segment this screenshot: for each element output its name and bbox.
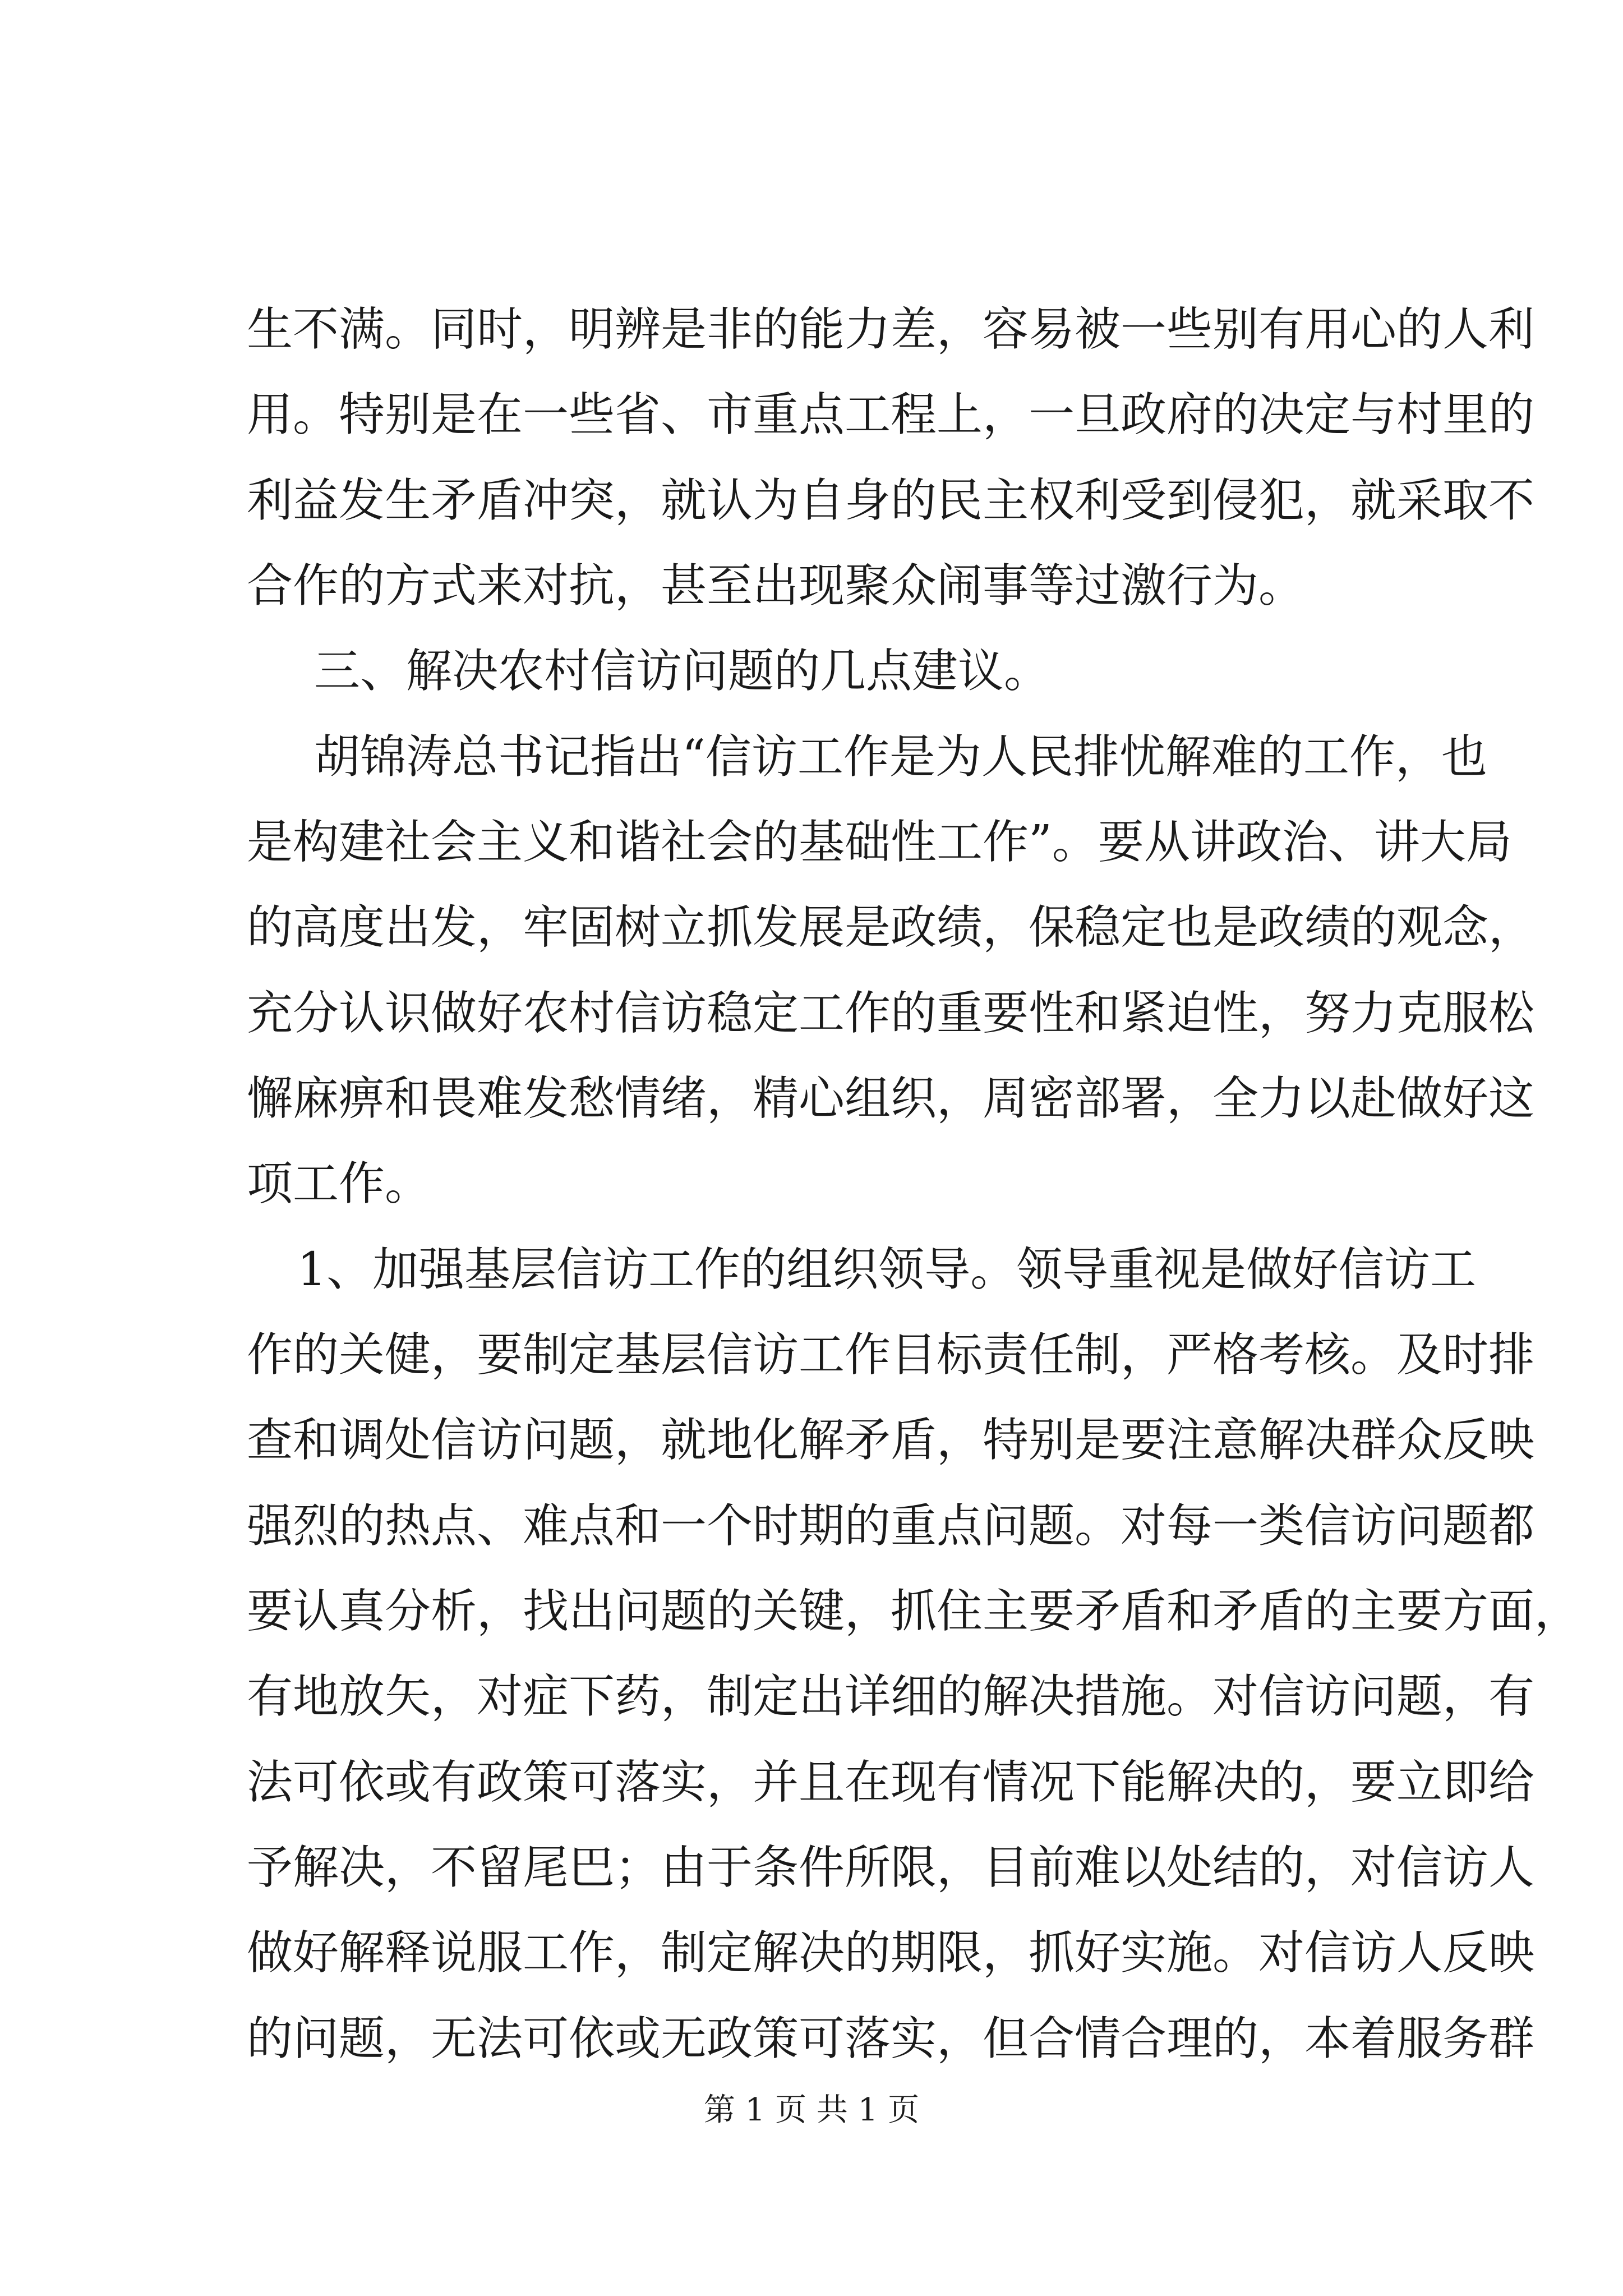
text-line: 是构建社会主义和谐社会的基础性工作”。要从讲政治、讲大局 xyxy=(247,816,1512,869)
page-number-footer: 第 1 页 共 1 页 xyxy=(703,2092,920,2128)
text-line: 懈麻痹和畏难发愁情绪，精心组织，周密部署，全力以赴做好这 xyxy=(247,1072,1535,1125)
text-line: 做好解释说服工作，制定解决的期限，抓好实施。对信访人反映 xyxy=(247,1926,1535,1980)
text-line: 予解决，不留尾巴；由于条件所限，目前难以处结的，对信访人 xyxy=(247,1841,1535,1894)
text-line: 胡锦涛总书记指出“信访工作是为人民排忧解难的工作，也 xyxy=(314,730,1487,784)
text-line: 要认真分析，找出问题的关键，抓住主要矛盾和矛盾的主要方面， xyxy=(247,1585,1581,1638)
text-line: 法可依或有政策可落实，并且在现有情况下能解决的，要立即给 xyxy=(247,1756,1535,1809)
text-line: 强烈的热点、难点和一个时期的重点问题。对每一类信访问题都 xyxy=(247,1499,1535,1553)
text-line: 项工作。 xyxy=(247,1157,431,1211)
text-line: 充分认识做好农村信访稳定工作的重要性和紧迫性，努力克服松 xyxy=(247,987,1535,1040)
text-line: 用。特别是在一些省、市重点工程上，一旦政府的决定与村里的 xyxy=(247,388,1535,441)
text-line: 有地放矢，对症下药，制定出详细的解决措施。对信访问题，有 xyxy=(247,1670,1535,1723)
text-line: 生不满。同时，明辨是非的能力差，容易被一些别有用心的人利 xyxy=(247,303,1535,356)
text-line: 利益发生矛盾冲突，就认为自身的民主权利受到侵犯，就采取不 xyxy=(247,474,1535,527)
text-line: 合作的方式来对抗，甚至出现聚众闹事等过激行为。 xyxy=(247,559,1305,613)
section-heading: 三、解决农村信访问题的几点建议。 xyxy=(314,645,1050,698)
text-line: 1、加强基层信访工作的组织领导。领导重视是做好信访工 xyxy=(297,1243,1477,1296)
text-line: 的高度出发，牢固树立抓发展是政绩，保稳定也是政绩的观念， xyxy=(247,901,1535,954)
text-line: 查和调处信访问题，就地化解矛盾，特别是要注意解决群众反映 xyxy=(247,1414,1535,1467)
text-line: 的问题，无法可依或无政策可落实，但合情合理的，本着服务群 xyxy=(247,2012,1535,2065)
text-line: 作的关健，要制定基层信访工作目标责任制，严格考核。及时排 xyxy=(247,1328,1535,1382)
